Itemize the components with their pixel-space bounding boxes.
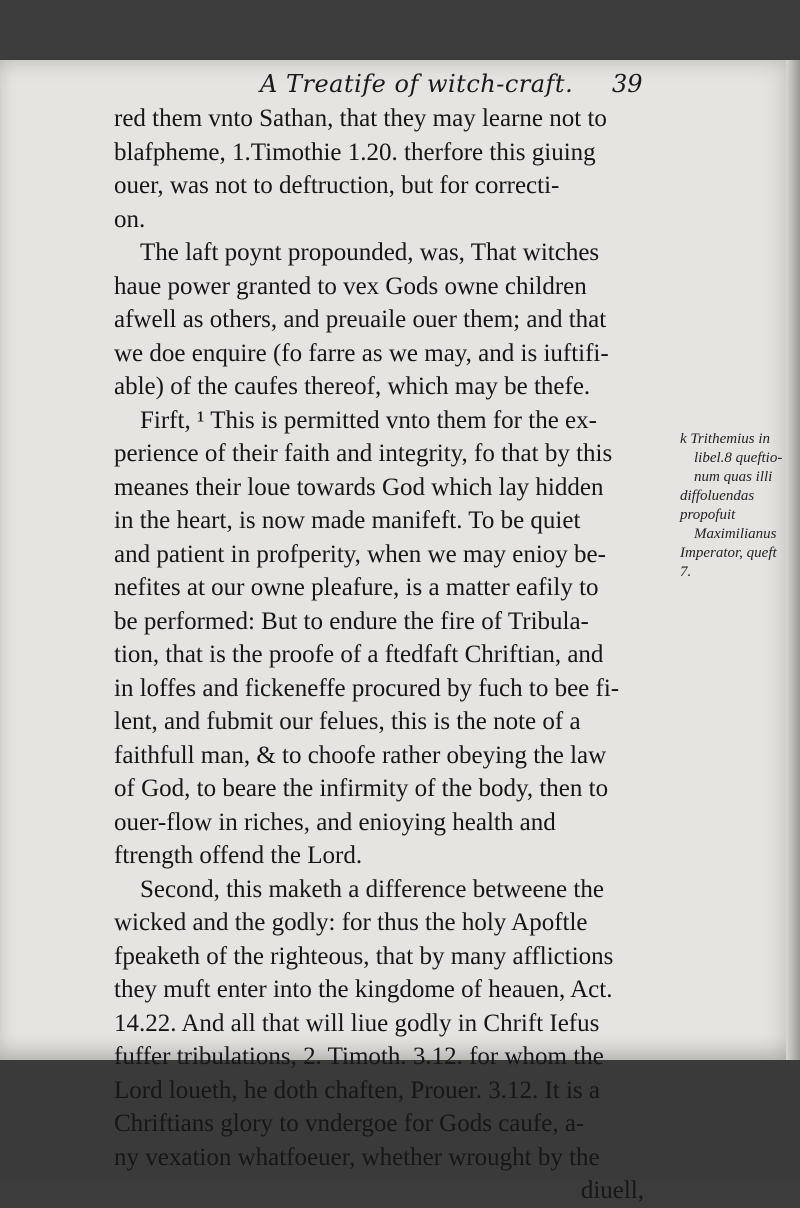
marginal-line: diffoluendas [680, 488, 755, 504]
text-line: and patient in profperity, when we may enioy be- [114, 540, 606, 568]
body-text [114, 102, 674, 1208]
text-line: haue power granted to vex Gods owne children [114, 272, 587, 300]
text-line: ftrength offend the Lord. [114, 842, 363, 869]
running-title: A Treatife of witch-craft. [260, 70, 574, 98]
text-line: fuffer tribulations, 2. Timoth. 3.12. for whom the [114, 1043, 604, 1070]
text-line: afwell as others, and preuaile ouer them; and that [114, 306, 607, 333]
text-line: be performed: But to endure the fire of Tribula- [114, 607, 589, 635]
text-line: faithfull man, & to choofe rather obeying the law [114, 741, 607, 769]
text-line: meanes their loue towards God which lay hidden [114, 473, 604, 501]
text-line: The laft poynt propounded, was, That witches [140, 239, 600, 266]
text-line: Lord loueth, he doth chaften, Prouer. 3.12. It is a [114, 1076, 600, 1104]
catchword: diuell, [580, 1177, 644, 1204]
text-line: they muft enter into the kingdome of heauen, Act. [114, 976, 613, 1003]
text-line: ouer, was not to deftruction, but for correcti- [114, 172, 560, 199]
marginal-line: libel.8 queftio- [694, 450, 783, 466]
text-line: on. [114, 205, 146, 233]
marginal-line: Maximilianus [694, 526, 777, 542]
text-line: in the heart, is now made manifeft. To be quiet [114, 507, 581, 534]
marginal-line: Imperator, queft [680, 545, 777, 561]
text-line: blafpheme, 1.Timothie 1.20. therfore this giuing [114, 138, 596, 166]
marginal-line: 7. [680, 564, 692, 580]
marginal-note [680, 430, 795, 582]
text-line: fpeaketh of the righteous, that by many afflictions [114, 942, 614, 970]
text-line: perience of their faith and integrity, fo that by this [114, 440, 613, 467]
text-line: nefites at our owne pleafure, is a matter eafily to [114, 574, 599, 601]
text-line: in loffes and fickeneffe procured by fuch to bee fi- [114, 674, 620, 702]
text-line: Firft, ¹ This is permitted vnto them for the ex- [140, 406, 597, 434]
marginal-line: k Trithemius in [680, 431, 771, 447]
text-line: tion, that is the proofe of a ftedfaft Chriftian, and [114, 641, 604, 668]
text-line: wicked and the godly: for thus the holy Apoftle [114, 909, 588, 936]
text-line: red them vnto Sathan, that they may learne not to [114, 105, 607, 132]
text-line: lent, and fubmit our felues, this is the note of a [114, 708, 581, 735]
marginal-line: num quas illi [694, 469, 773, 485]
text-line: Second, this maketh a difference betweene the [140, 875, 604, 903]
text-line: we doe enquire (fo farre as we may, and is iuftifi- [114, 339, 609, 367]
text-line: able) of the caufes thereof, which may be thefe. [114, 373, 591, 400]
text-line: ny vexation whatfoeuer, whether wrought by the [114, 1143, 600, 1171]
page-number: 39 [612, 70, 643, 98]
text-line: of God, to beare the infirmity of the body, then to [114, 775, 609, 802]
text-line: 14.22. And all that will liue godly in Chrift Iefus [114, 1009, 600, 1037]
marginal-line: propofuit [680, 507, 736, 523]
text-line: ouer-flow in riches, and enioying health and [114, 808, 556, 836]
text-line: Chriftians glory to vndergoe for Gods caufe, a- [114, 1110, 585, 1137]
